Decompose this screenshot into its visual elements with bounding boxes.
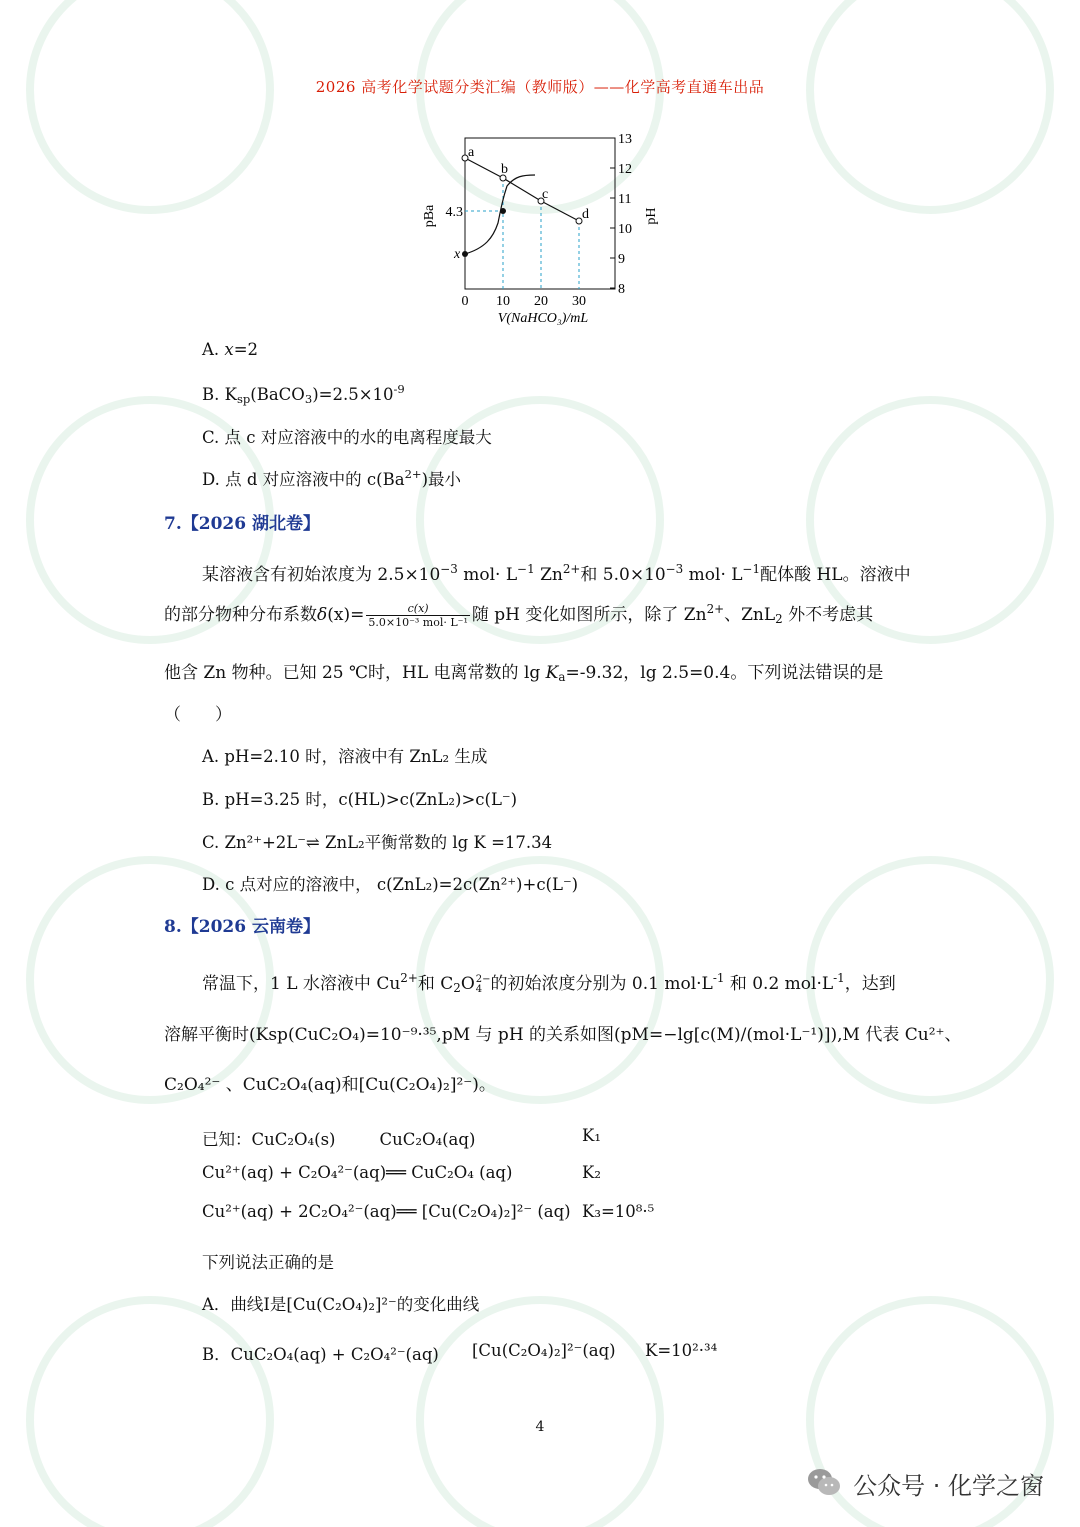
- point-ph-10: [500, 208, 506, 214]
- q8-known-eq3: Cu²⁺(aq) + 2C₂O₄²⁻(aq)══ [Cu(C₂O₄)₂]²⁻ (aq): [202, 1202, 571, 1221]
- left-tick-label: 4.3: [445, 205, 463, 220]
- q8-option-b-product: [Cu(C₂O₄)₂]²⁻(aq): [472, 1341, 616, 1360]
- q8-paragraph-line2: 溶解平衡时(Ksp(CuC₂O₄)=10⁻⁹·³⁵,pM 与 pH 的关系如图(pM=−lg[c(M)/(mol·L⁻¹)]),M 代表 Cu²⁺、: [164, 1025, 962, 1045]
- label-b: b: [501, 162, 508, 177]
- x-tick-0: 0: [461, 294, 469, 309]
- q7-option-b: B. pH=3.25 时，c(HL)>c(ZnL₂)>c(L⁻): [202, 790, 518, 809]
- right-axis-ticks: [610, 138, 615, 288]
- q6-option-c: C. 点 c 对应溶液中的水的电离程度最大: [202, 428, 492, 447]
- page-header: 2026 高考化学试题分类汇编（教师版）——化学高考直通车出品: [315, 78, 765, 96]
- ph-curve: [465, 175, 535, 254]
- q6-option-a: A. x=2: [202, 340, 259, 359]
- label-x: x: [454, 247, 461, 262]
- x-tick-30: 30: [572, 294, 586, 309]
- wechat-icon: [805, 1464, 843, 1502]
- q8-paragraph-line1: 常温下，1 L 水溶液中 $Cu^{2+}$和 $C_2O2-$ 4 的初始浓度分别为 0.1 $mol\cdot L^{-1}$ 和 0.2 $mol\cdot L^{-1}$，达到: [202, 970, 896, 995]
- x-axis-label: V(NaHCO₃)/mL: [497, 311, 589, 326]
- x-tick-20: 20: [534, 294, 548, 309]
- q6-option-b: B. $K_{sp}(BaCO_3)=2.5\times 10^{-9}$: [202, 382, 405, 406]
- x-tick-labels: [462, 294, 587, 309]
- q7-heading: 7.【2026 湖北卷】: [164, 514, 320, 534]
- right-tick-11: 11: [618, 192, 632, 207]
- q8-k3: K₃=10⁸·⁵: [582, 1202, 655, 1221]
- label-c: c: [542, 187, 549, 202]
- right-tick-9: 9: [618, 252, 625, 267]
- q6-option-d: D. 点 d 对应溶液中的 $c(Ba^{2+})$最小: [202, 467, 462, 489]
- q8-option-b-k: K=10²·³⁴: [645, 1341, 718, 1360]
- right-tick-8: 8: [618, 282, 625, 297]
- q8-option-b: B．CuC₂O₄(aq) + C₂O₄²⁻(aq): [202, 1345, 439, 1364]
- q8-prompt: 下列说法正确的是: [202, 1253, 334, 1272]
- label-d: d: [582, 207, 589, 222]
- x-tick-10: 10: [496, 294, 510, 309]
- right-tick-13: 13: [618, 132, 632, 147]
- q7-answer-blank: （ ）: [164, 705, 232, 725]
- right-tick-12: 12: [618, 162, 632, 177]
- left-axis-label: pBa: [422, 204, 437, 228]
- point-x: [462, 251, 468, 257]
- right-axis-label: pH: [644, 207, 659, 225]
- q7-paragraph-line2: 的部分物种分布系数δ(x)= $\frac{c(x)}{\text{5.0×10⁻³ mol· L⁻¹}}$ 随 pH 变化如图所示，除了 $Zn^{2+}$、ZnL$_2$ 外不考虑其: [164, 601, 874, 629]
- label-a: a: [468, 145, 475, 160]
- distribution-fraction: $\frac{c(x)}{\text{5.0×10⁻³ mol· L⁻¹}}$: [368, 602, 468, 629]
- q8-k1: K₁: [582, 1126, 601, 1145]
- pba-ph-chart: [405, 128, 675, 328]
- q7-option-a: A. pH=2.10 时，溶液中有 ZnL₂ 生成: [202, 747, 488, 766]
- q8-option-a: A．曲线Ⅰ是[Cu(C₂O₄)₂]²⁻的变化曲线: [202, 1295, 480, 1314]
- right-tick-10: 10: [618, 222, 632, 237]
- wechat-footer: [805, 1464, 1044, 1502]
- q8-heading: 8.【2026 云南卷】: [164, 917, 320, 937]
- guide-lines: [465, 178, 579, 289]
- chart-frame: [465, 138, 615, 289]
- q7-option-d: D. c 点对应的溶液中， c(ZnL₂)=2c(Zn²⁺)+c(L⁻): [202, 875, 579, 894]
- page-number: 4: [535, 1419, 545, 1435]
- right-tick-labels: [618, 132, 632, 297]
- q8-known-eq2: Cu²⁺(aq) + C₂O₄²⁻(aq)══ CuC₂O₄ (aq): [202, 1163, 513, 1182]
- q7-paragraph-line3: 他含 Zn 物种。已知 25 ℃时，HL 电离常数的 $\lg K_a=-9.32$，lg 2.5=0.4。下列说法错误的是: [164, 663, 884, 684]
- q7-paragraph-line1: 某溶液含有初始浓度为 $2.5\times 10^{-3}$ $mol\cdot L^{-1}$ $Zn^{2+}$和 $5.0\times 10^{-3}$ $mol\cdot L^{-1}$配体酸 HL。溶液中: [202, 561, 911, 585]
- q8-paragraph-line3: C₂O₄²⁻ 、CuC₂O₄(aq)和[Cu(C₂O₄)₂]²⁻)。: [164, 1075, 496, 1095]
- pba-line: [465, 158, 579, 221]
- q7-option-c: C. Zn²⁺+2L⁻⇌ ZnL₂平衡常数的 lg K =17.34: [202, 833, 553, 852]
- footer-text: 公众号 · 化学之窗: [853, 1471, 1044, 1500]
- q8-k2: K₂: [582, 1163, 601, 1182]
- q8-known-eq1: 已知：CuC₂O₄(s) CuC₂O₄(aq): [202, 1130, 476, 1149]
